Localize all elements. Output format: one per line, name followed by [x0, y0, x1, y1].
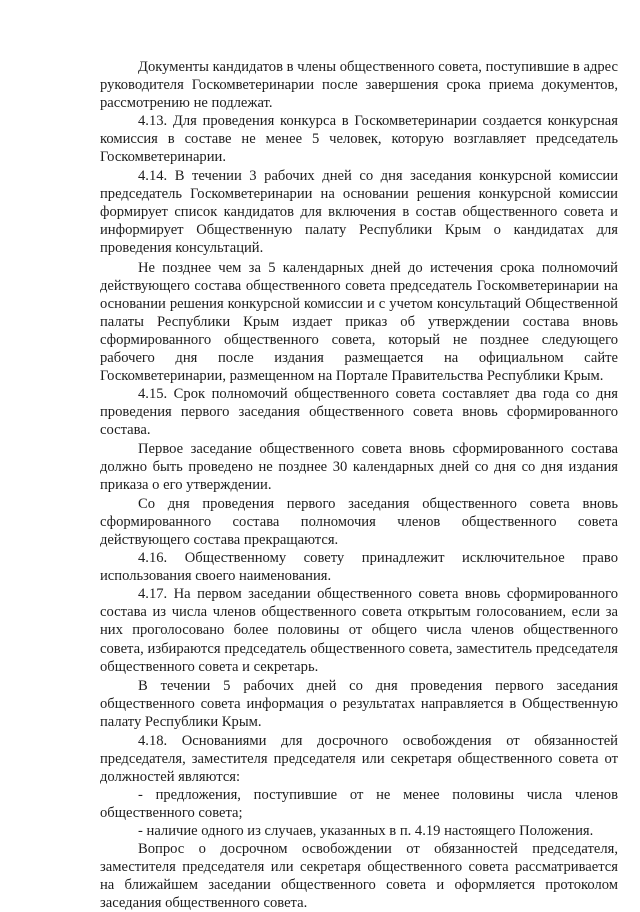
list-item-cases: - наличие одного из случаев, указанных в п. 4.19 настоящего Положения.: [138, 822, 594, 839]
paragraph-documents-not-accepted: Документы кандидатов в члены общественного совета, поступившие в адрес руководителя Госкомветеринарии после завершения срока приема документов, рассмотрению не подлежат.: [100, 59, 618, 112]
paragraph-first-meeting: Первое заседание общественного совета вновь сформированного состава должно быть проведено не позднее 30 календарных дней со дня со дня издания приказа о его утверждении.: [100, 440, 618, 494]
document-page: [100, 58, 618, 912]
paragraph-4-18: 4.18. Основаниями для досрочного освобождения от обязанностей председателя, заместителя председателя или секретаря общественного совета от должностей являются:: [100, 732, 618, 785]
paragraph-4-14: 4.14. В течении 3 рабочих дней со дня заседания конкурсной комиссии председатель Госкомветеринарии на основании решения конкурсной комиссии формирует список кандидатов для включения в состав общественного совета и информирует Общественную палату Республики Крым о кандидатах для проведения консультаций.: [100, 168, 618, 257]
paragraph-4-17: 4.17. На первом заседании общественного совета вновь сформированного состава из числа членов общественного совета открытым голосованием, если за них проголосовано более половины от общего числа членов общественного совета, избираются председатель общественного совета, заместитель председателя общественного совета и секретарь.: [100, 586, 618, 675]
paragraph-4-13: 4.13. Для проведения конкурса в Госкомветеринарии создается конкурсная комиссия в составе не менее 5 человек, которую возглавляет председатель Госкомветеринарии.: [100, 113, 618, 166]
paragraph-4-16: 4.16. Общественному совету принадлежит исключительное право использования своего наименования.: [100, 550, 618, 585]
paragraph-4-15: 4.15. Срок полномочий общественного совета составляет два года со дня проведения первого заседания общественного совета вновь сформированного состава.: [100, 385, 618, 438]
paragraph-early-release-question: Вопрос о досрочном освобождении от обязанностей председателя, заместителя председателя или секретаря общественного совета рассматривается на ближайшем заседании общественного совета и оформляется протоколом заседания общественного совета.: [100, 841, 618, 912]
paragraph-approval-order: Не позднее чем за 5 календарных дней до истечения срока полномочий действующего состава общественного совета председатель Госкомветеринарии на основании решения конкурсной комиссии и с учетом консультаций Общественной палаты Республики Крым издает приказ об утверждении состава вновь сформированного общественного совета, который не позднее следующего рабочего дня после издания размещается на официальном сайте Госкомветеринарии, размещенном на Портале Правительства Республики Крым.: [100, 259, 618, 384]
list-item-proposals: - предложения, поступившие от не менее половины числа членов общественного совета;: [100, 786, 618, 821]
paragraph-information-results: В течении 5 рабочих дней со дня проведения первого заседания общественного совета информация о результатах направляется в Общественную палату Республики Крым.: [100, 677, 618, 730]
paragraph-powers-terminated: Со дня проведения первого заседания общественного совета вновь сформированного состава полномочия членов общественного совета действующего состава прекращаются.: [100, 496, 618, 549]
